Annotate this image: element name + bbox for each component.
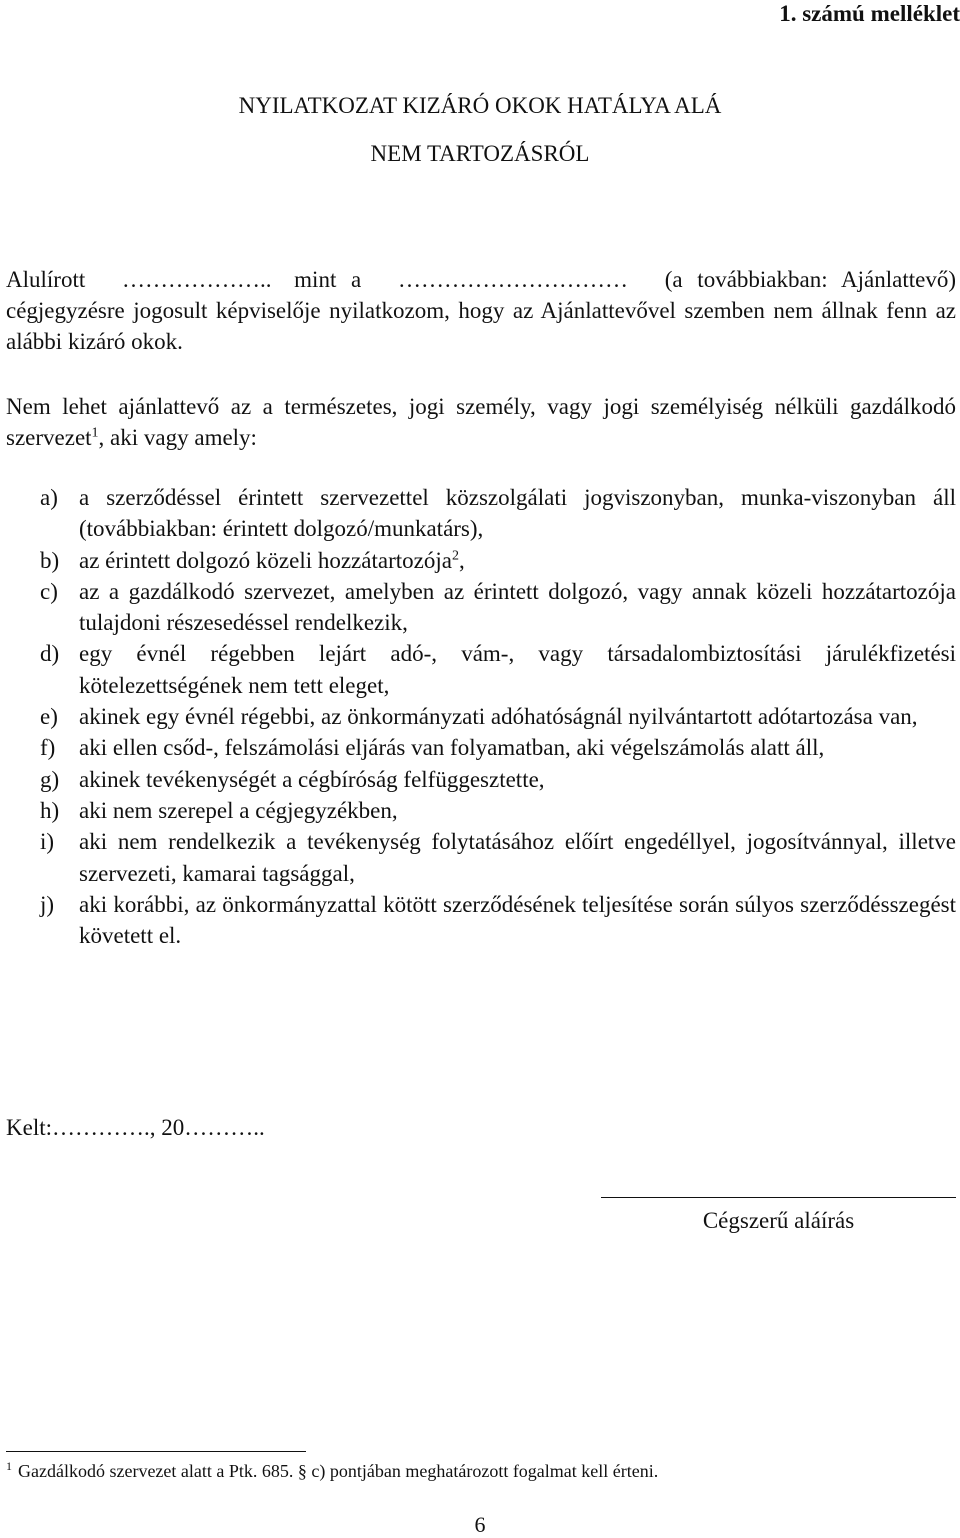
list-item: i) aki nem rendelkezik a tevékenység folytatásához előírt engedéllyel, jogosítvánnyal, illetve szervezeti, kamarai tagsággal, — [40, 829, 956, 886]
list-item: b) az érintett dolgozó közeli hozzátartozója$^2$, — [40, 547, 465, 573]
exclusion-list — [6, 482, 956, 951]
footnote-ref: 2 — [451, 547, 459, 563]
footnote — [6, 1459, 658, 1483]
list-item: h) aki nem szerepel a cégjegyzékben, — [40, 797, 398, 823]
footnote-ref: 1 — [91, 425, 99, 441]
mint-a-text: mint a — [294, 267, 362, 292]
document-title-line-1: NYILATKOZAT KIZÁRÓ OKOK HATÁLYA ALÁ — [238, 93, 722, 118]
signature-label: Cégszerű aláírás — [702, 1208, 855, 1233]
undersigned-label: Alulírott — [6, 267, 86, 292]
date-line: Kelt:…………., 20……….. — [6, 1115, 265, 1140]
declaration-paragraph — [6, 264, 956, 357]
intro-paragraph: Nem lehet ajánlattevő az a természetes, jogi személy, vagy jogi személyiség nélküli gazdálkodó szervezet$^1$, aki vagy amely: — [6, 394, 956, 450]
document-title-line-2: NEM TARTOZÁSRÓL — [370, 141, 590, 166]
declaration-rest: (a továbbiakban: Ajánlattevő) cégjegyzésre jogosult képviselője nyilatkozom, hogy az Ajánlattevővel szemben nem állnak fenn az alábbi kizáró okok. — [6, 267, 957, 354]
list-item: f) aki ellen csőd-, felszámolási eljárás van folyamatban, aki végelszámolás alatt áll, — [40, 735, 825, 761]
footnote-separator — [6, 1451, 306, 1452]
list-item: d) egy évnél régebben lejárt adó-, vám-, vagy társadalombiztosítási járulékfizetési kötelezettségének nem tett eleget, — [40, 641, 956, 698]
annex-label: 1. számú melléklet — [779, 1, 960, 26]
list-item: c) az a gazdálkodó szervezet, amelyben az érintett dolgozó, vagy annak közeli hozzátartozója tulajdoni részesedéssel rendelkezik, — [40, 578, 956, 636]
page-number: 6 — [474, 1512, 486, 1537]
list-item: g) akinek tevékenységét a cégbíróság felfüggesztette, — [40, 766, 545, 792]
company-placeholder-dots: ………………………… — [398, 267, 628, 292]
list-item: e) akinek egy évnél régebbi, az önkormányzati adóhatóságnál nyilvántartott adótartozása van, — [40, 704, 918, 730]
list-item: j) aki korábbi, az önkormányzattal kötött szerződésének teljesítése során súlyos szerződésszegést követett el. — [40, 891, 956, 949]
footnote-text: Gazdálkodó szervezet alatt a Ptk. 685. § c) pontjában meghatározott fogalmat kell érteni. — [18, 1461, 659, 1481]
list-item: a) a szerződéssel érintett szervezettel közszolgálati jogviszonyban, munka-viszonyban áll (továbbiakban: érintett dolgozó/munkatárs), — [40, 485, 956, 542]
signature-line — [601, 1197, 956, 1198]
name-placeholder-dots: ……………….. — [121, 267, 272, 292]
footnote-number: 1 — [6, 1459, 12, 1473]
